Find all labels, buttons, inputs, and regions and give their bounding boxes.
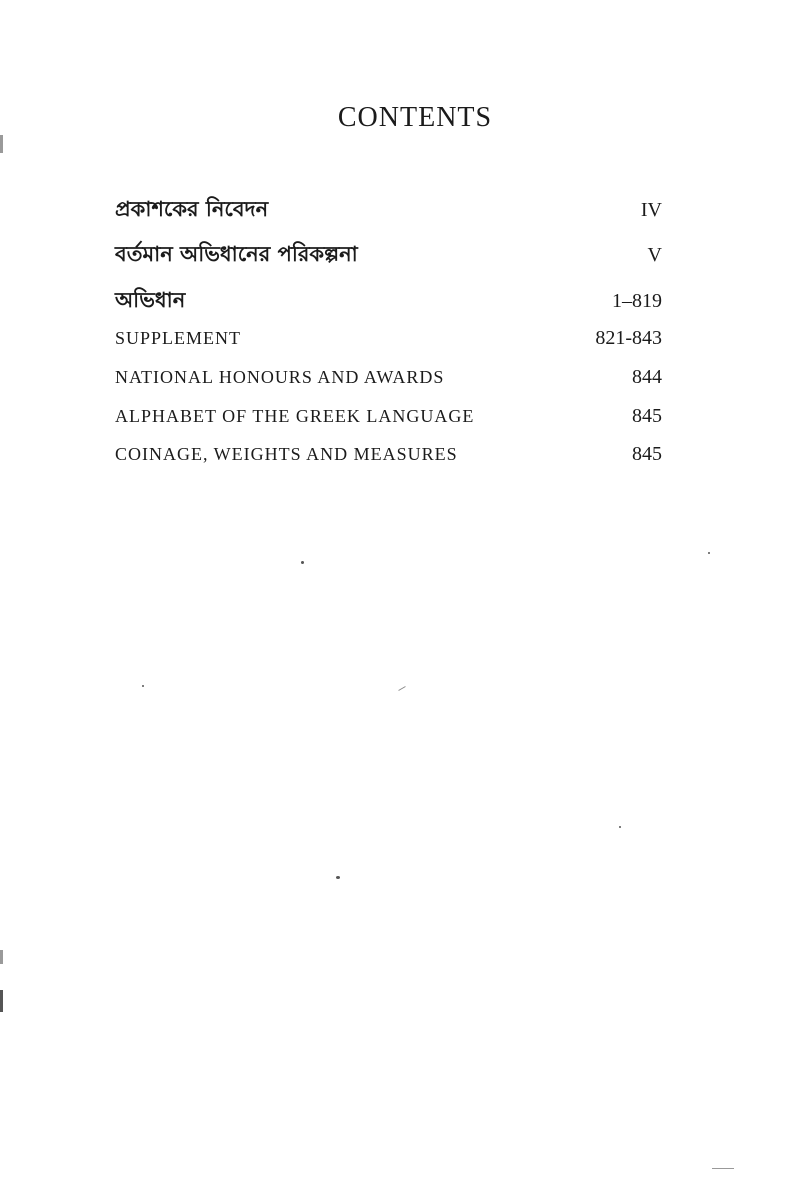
scan-speck xyxy=(712,1168,734,1169)
scan-speck xyxy=(142,685,144,687)
scan-speck xyxy=(398,686,405,691)
toc-entry xyxy=(115,443,662,466)
toc-entry xyxy=(115,193,662,228)
toc-entry-title: COINAGE, WEIGHTS AND MEASURES xyxy=(115,444,458,464)
toc-entry-title: প্রকাশকের নিবেদন xyxy=(115,197,269,221)
toc-entry-title: SUPPLEMENT xyxy=(115,328,242,348)
toc-entry-page: V xyxy=(647,244,662,266)
page-title: CONTENTS xyxy=(337,102,493,133)
scan-speck xyxy=(336,876,340,879)
toc-entry-page: 845 xyxy=(632,405,662,427)
toc-entry-page: 845 xyxy=(632,443,662,465)
toc-entry-page: 1–819 xyxy=(612,290,662,312)
scan-speck xyxy=(301,561,304,564)
toc-entry-title: NATIONAL HONOURS AND AWARDS xyxy=(115,367,445,387)
page-edge-mark xyxy=(0,135,3,153)
page-edge-mark xyxy=(0,990,3,1012)
toc-entry xyxy=(115,366,662,389)
page-edge-mark xyxy=(0,950,3,964)
toc-entry xyxy=(115,284,662,319)
toc-entry-page: 844 xyxy=(632,366,662,388)
toc-entry-page: IV xyxy=(640,199,662,221)
toc-entry-page: 821-843 xyxy=(595,327,662,349)
toc-entry-title: বর্তমান অভিধানের পরিকল্পনা xyxy=(115,242,358,266)
scan-speck xyxy=(619,826,621,828)
toc-entry-title: অভিধান xyxy=(115,288,186,312)
toc-entry xyxy=(115,327,662,350)
toc-entry-title: ALPHABET OF THE GREEK LANGUAGE xyxy=(115,406,475,426)
scan-speck xyxy=(708,552,710,554)
toc-entry xyxy=(115,238,662,273)
toc-entry xyxy=(115,405,662,428)
